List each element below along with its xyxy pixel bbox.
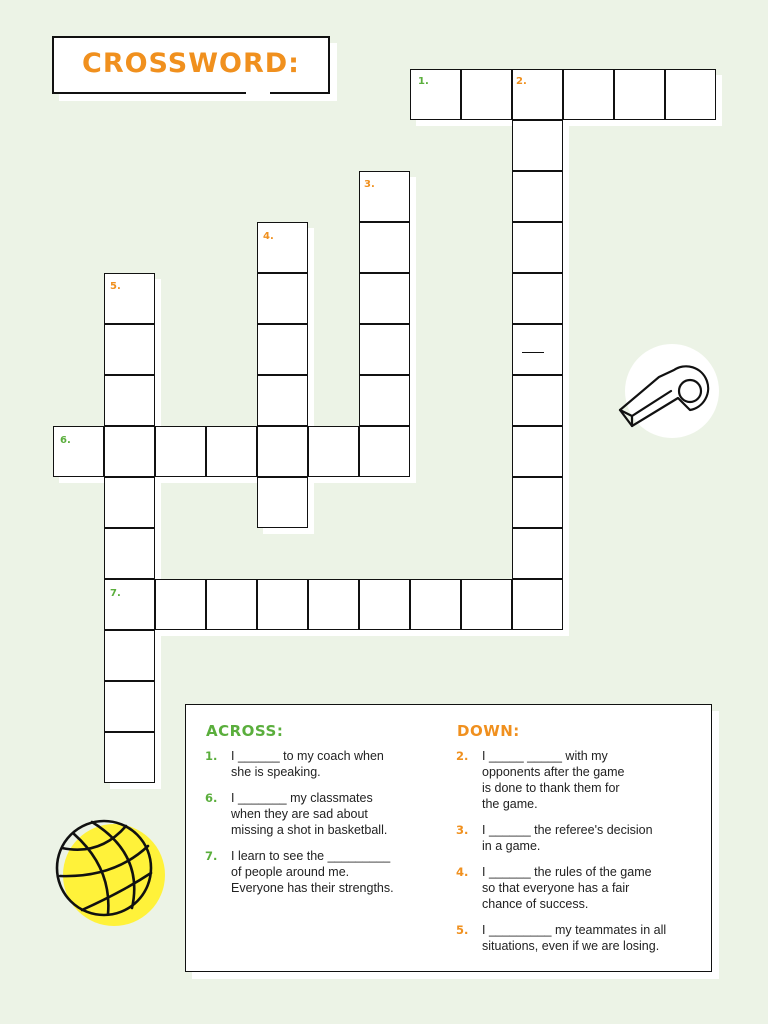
clue-line: I _______ my classmates	[231, 791, 373, 805]
clue-num: 3.	[456, 823, 469, 837]
clue-num: 5.	[456, 923, 469, 937]
clue-line: of people around me.	[231, 865, 350, 879]
crossword-cell[interactable]	[155, 579, 206, 630]
crossword-cell[interactable]	[614, 69, 665, 120]
crossword-cell[interactable]	[104, 477, 155, 528]
crossword-cell[interactable]	[461, 579, 512, 630]
clue-number-2: 2.	[516, 76, 527, 87]
across-clue-1	[205, 748, 384, 780]
clue-number-5: 5.	[110, 281, 121, 292]
crossword-cell[interactable]	[257, 477, 308, 528]
clue-line: missing a shot in basketball.	[231, 823, 388, 837]
crossword-cell[interactable]	[512, 579, 563, 630]
title-box-gap	[246, 90, 270, 95]
clue-line: situations, even if we are losing.	[482, 939, 660, 953]
crossword-cell[interactable]	[104, 324, 155, 375]
crossword-cell[interactable]	[512, 528, 563, 579]
across-clue-6	[205, 790, 388, 838]
crossword-cell[interactable]	[359, 324, 410, 375]
clue-line: she is speaking.	[231, 765, 321, 779]
across-clue-7	[205, 848, 394, 896]
crossword-cell[interactable]	[512, 273, 563, 324]
down-clue-5	[456, 922, 667, 954]
crossword-cell[interactable]	[512, 426, 563, 477]
crossword-cell[interactable]	[257, 324, 308, 375]
clue-line: chance of success.	[482, 897, 589, 911]
clue-num: 2.	[456, 749, 469, 763]
page-title: CROSSWORD:	[82, 48, 300, 79]
clue-line: I ______ to my coach when	[231, 749, 384, 763]
crossword-cell[interactable]	[104, 630, 155, 681]
clue-line: I learn to see the _________	[231, 849, 391, 863]
crossword-cell[interactable]	[359, 273, 410, 324]
whistle-icon	[612, 344, 724, 440]
clue-line: I _________ my teammates in all	[482, 923, 667, 937]
crossword-cell[interactable]	[257, 222, 308, 273]
clue-line: opponents after the game	[482, 765, 625, 779]
clue-num: 1.	[205, 749, 218, 763]
clue-line: is done to thank them for	[482, 781, 620, 795]
crossword-cell[interactable]	[512, 324, 563, 375]
clue-line: I ______ the rules of the game	[482, 865, 652, 879]
across-heading: ACROSS:	[206, 722, 284, 740]
down-clue-3	[456, 822, 653, 854]
crossword-cell[interactable]	[359, 222, 410, 273]
clue-line: so that everyone has a fair	[482, 881, 630, 895]
crossword-cell[interactable]	[512, 222, 563, 273]
crossword-cell[interactable]	[665, 69, 716, 120]
crossword-cell[interactable]	[104, 375, 155, 426]
crossword-cell[interactable]	[359, 426, 410, 477]
clue-num: 4.	[456, 865, 469, 879]
crossword-cell[interactable]	[308, 426, 359, 477]
title-box	[52, 36, 330, 94]
clue-number-6: 6.	[60, 435, 71, 446]
crossword-cell[interactable]	[257, 426, 308, 477]
crossword-cell[interactable]	[512, 171, 563, 222]
crossword-cell[interactable]	[104, 732, 155, 783]
clue-line: when they are sad about	[231, 807, 368, 821]
crossword-cell[interactable]	[104, 426, 155, 477]
crossword-cell[interactable]	[512, 120, 563, 171]
crossword-cell[interactable]	[563, 69, 614, 120]
clue-line: I ______ the referee's decision	[482, 823, 653, 837]
crossword-cell[interactable]	[53, 426, 104, 477]
clue-number-4: 4.	[263, 231, 274, 242]
crossword-cell[interactable]	[104, 579, 155, 630]
clues-panel	[185, 704, 712, 972]
clue-number-1: 1.	[418, 76, 429, 87]
crossword-cell[interactable]	[155, 426, 206, 477]
clue-line: I _____ _____ with my	[482, 749, 608, 763]
clue-num: 6.	[205, 791, 218, 805]
clue-number-7: 7.	[110, 588, 121, 599]
crossword-cell[interactable]	[257, 579, 308, 630]
crossword-cell[interactable]	[104, 528, 155, 579]
cell-dash-mark	[522, 352, 544, 353]
basketball-icon	[52, 818, 168, 930]
down-clue-4	[456, 864, 652, 912]
crossword-cell[interactable]	[359, 579, 410, 630]
clue-num: 7.	[205, 849, 218, 863]
clue-line: the game.	[482, 797, 538, 811]
crossword-cell[interactable]	[257, 375, 308, 426]
clue-number-3: 3.	[364, 179, 375, 190]
crossword-cell[interactable]	[206, 579, 257, 630]
down-clue-2	[456, 748, 625, 812]
crossword-cell[interactable]	[512, 477, 563, 528]
crossword-cell[interactable]	[308, 579, 359, 630]
crossword-cell[interactable]	[461, 69, 512, 120]
crossword-cell[interactable]	[359, 375, 410, 426]
down-heading: DOWN:	[457, 722, 520, 740]
crossword-cell[interactable]	[410, 579, 461, 630]
crossword-cell[interactable]	[512, 375, 563, 426]
clue-line: in a game.	[482, 839, 541, 853]
crossword-cell[interactable]	[257, 273, 308, 324]
crossword-cell[interactable]	[104, 681, 155, 732]
clue-line: Everyone has their strengths.	[231, 881, 394, 895]
crossword-cell[interactable]	[206, 426, 257, 477]
